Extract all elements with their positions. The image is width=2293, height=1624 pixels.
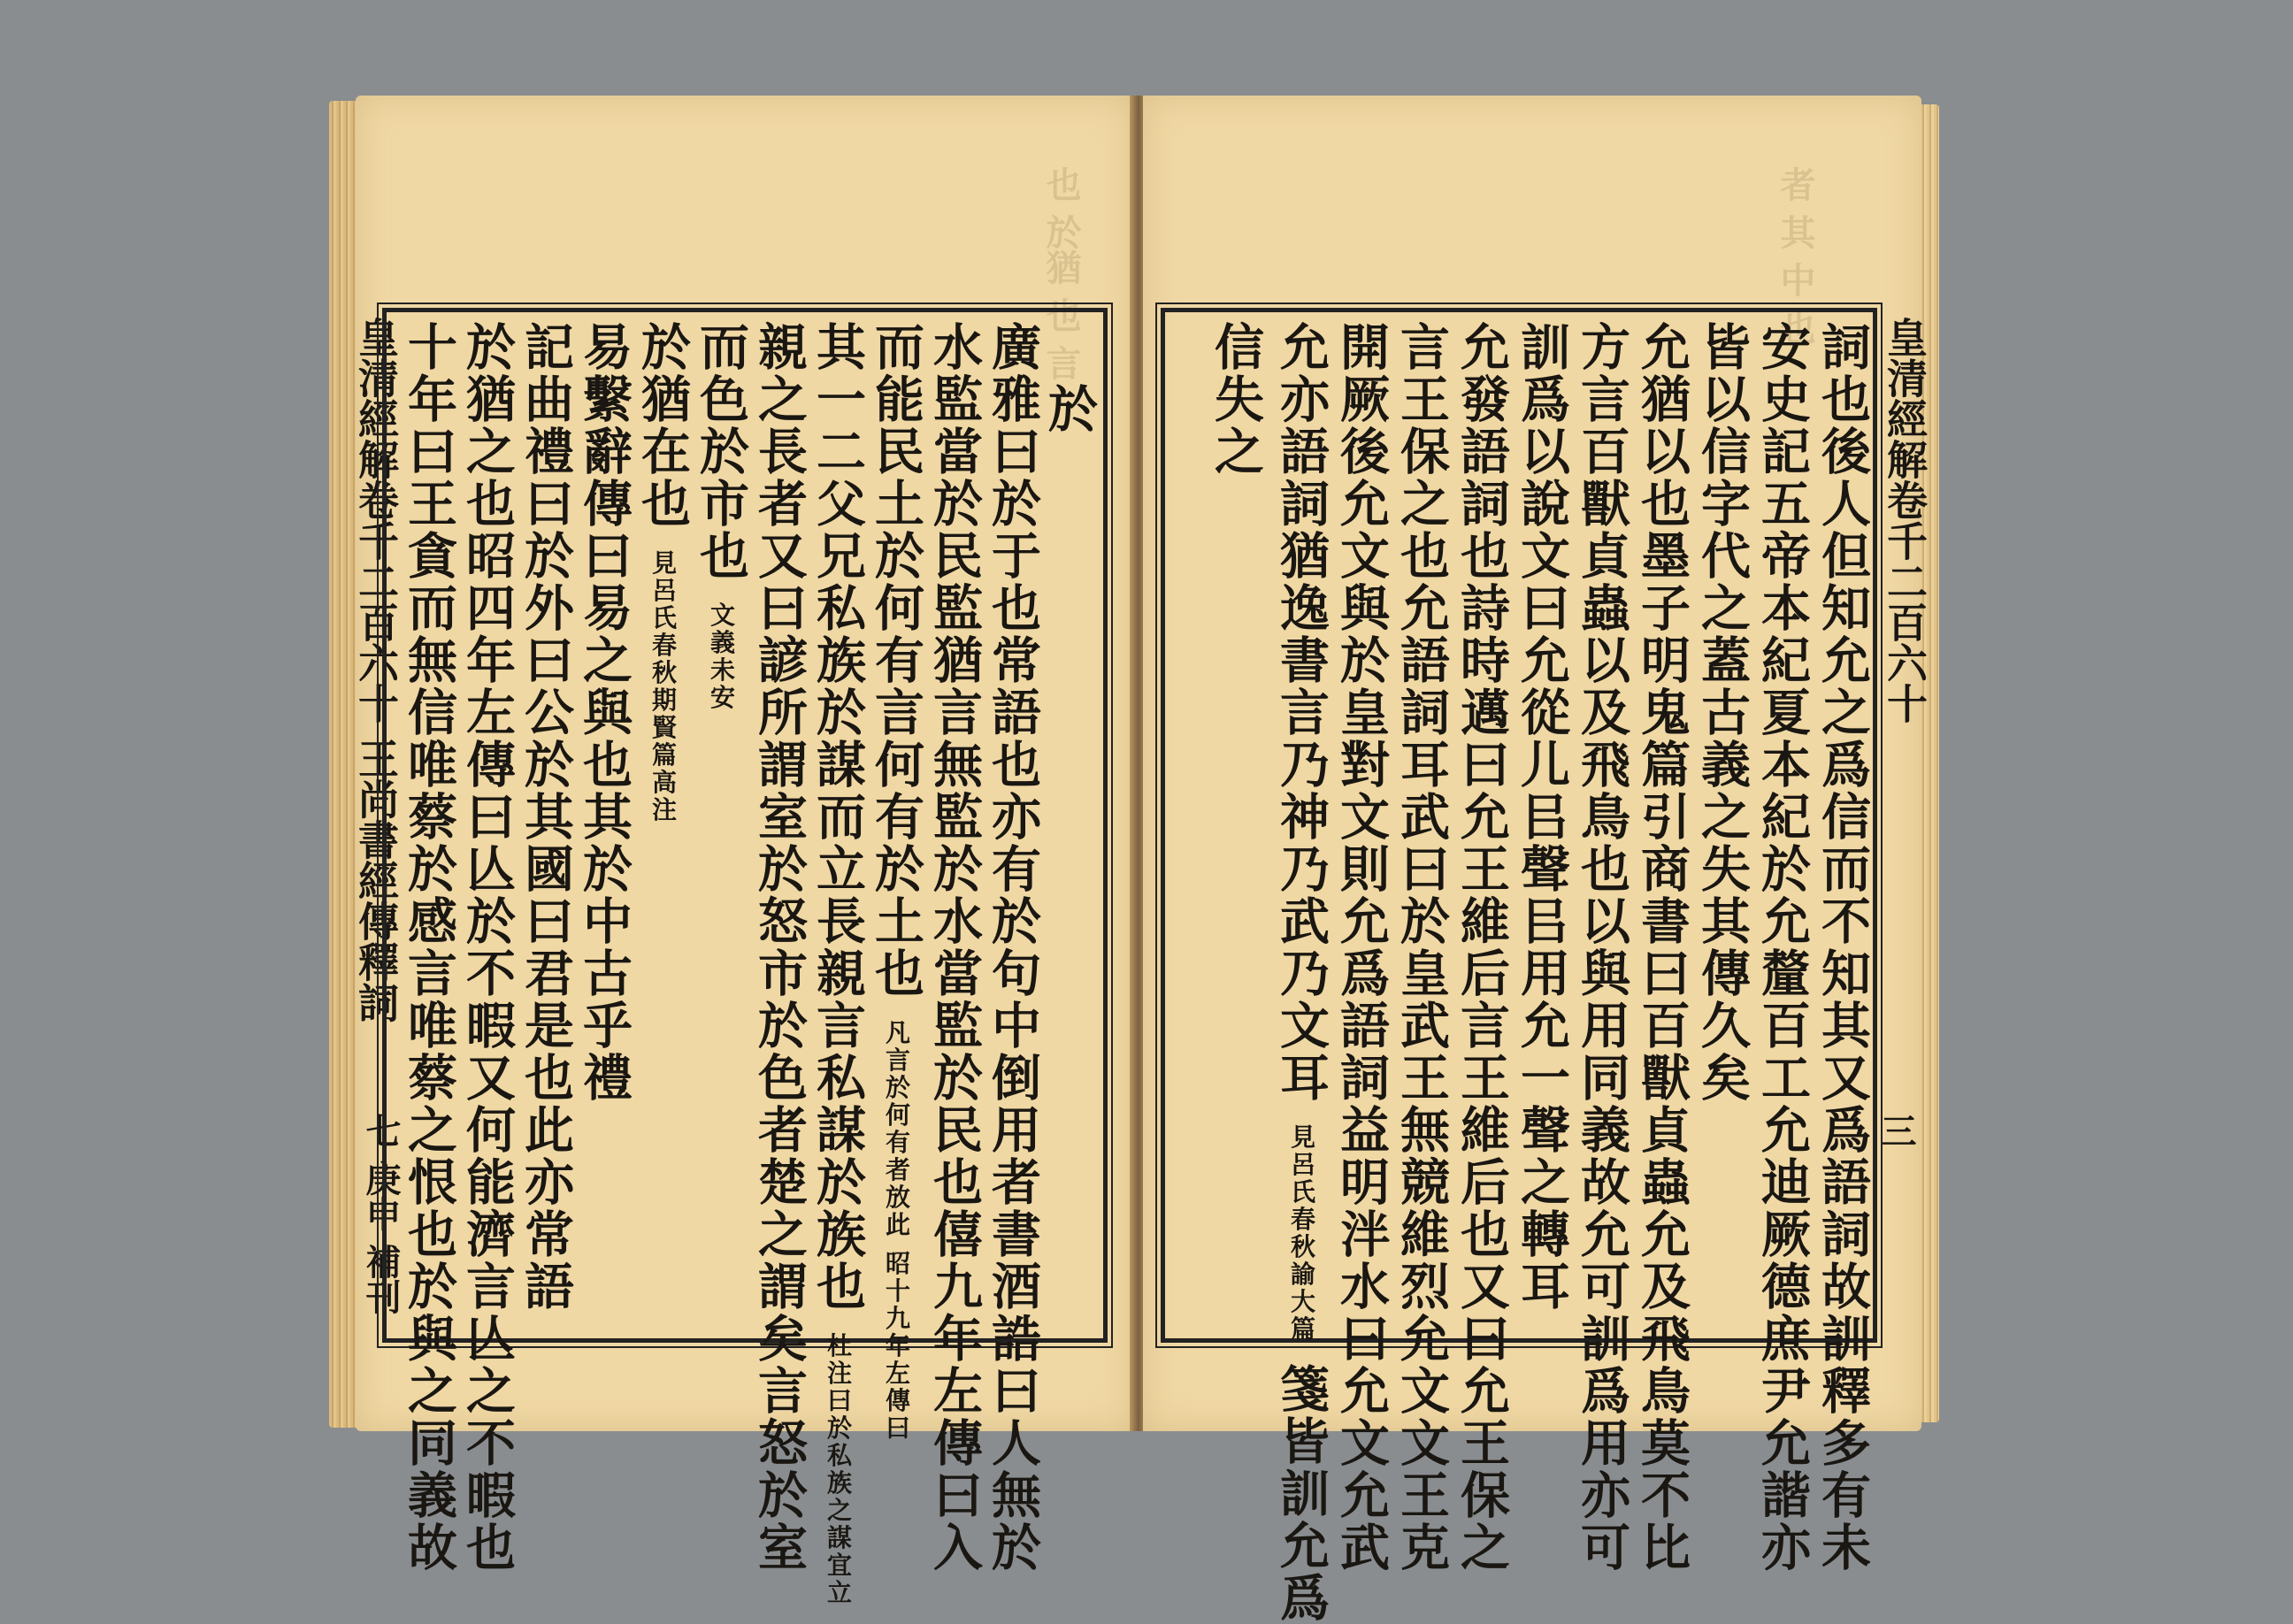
small-note: 見呂氏春秋期賢篇高注	[648, 549, 678, 824]
right-margin-title: 皇清經解卷千二百六十	[1881, 317, 1929, 724]
text-column: 記曲禮曰於外曰公於其國曰君是也此亦常語	[517, 321, 575, 1313]
right-text-frame	[1161, 308, 1877, 1624]
left-margin-title: 皇清經解卷千二百六十 王尚書經傳釋詞	[352, 317, 400, 1023]
text-column: 水監當於民監猶言無監於水當監於民也僖九年左傳曰入	[925, 321, 984, 1574]
text-column: 其一二父兄私族於謀而立長親言私謀於族也 杜注曰於私族之謀宜立	[809, 321, 867, 1607]
right-margin-footer: 三	[1875, 1113, 1917, 1148]
text-column: 十年曰王貪而無信唯蔡於感言唯蔡之恨也於與之同義故	[400, 321, 458, 1574]
left-page	[352, 96, 1134, 1607]
text-column: 詞也後人但知允之爲信而不知其又爲語詞故訓釋多有未	[1814, 321, 1872, 1574]
text-column: 而能民土於何有言何有於土也 凡言於何有者放此 昭十九年左傳曰	[867, 321, 925, 1443]
text-column: 訓爲以說文曰允從儿㠯聲㠯用允一聲之轉耳	[1513, 321, 1571, 1313]
text-column: 開厥後允文與於皇對文則允爲語詞益明泮水曰允文允武	[1332, 321, 1391, 1574]
text-column: 允猶以也墨子明鬼篇引商書曰百獸貞蟲允及飛鳥莫不比	[1633, 321, 1691, 1574]
small-note: 杜注曰於私族之謀宜立	[824, 1332, 853, 1607]
left-text-frame	[382, 308, 1108, 1607]
bleed-through-text: 也 於猶 也 言	[1040, 166, 1082, 380]
text-column: 信失之	[1207, 321, 1265, 478]
small-note: 文義未安	[707, 601, 736, 712]
right-page	[1143, 96, 1929, 1624]
text-column: 於猶在也 見呂氏春秋期賢篇高注	[633, 321, 692, 824]
text-column: 方言百獸貞蟲以及飛鳥也以與用同義故允可訓爲用亦可	[1573, 321, 1631, 1574]
text-column: 於猶之也昭四年左傳曰亾於不暇又何能濟言亾之不暇也	[458, 321, 517, 1574]
text-column: 而色於市也 文義未安	[692, 321, 750, 712]
text-column: 允亦語詞猶逸書言乃神乃武乃文耳 見呂氏春秋諭大篇 箋皆訓允爲	[1272, 321, 1331, 1624]
text-column: 親之長者又曰諺所謂室於怒市於色者楚之謂矣言怒於室	[750, 321, 809, 1574]
bleed-through-text: 者 其 中 也	[1775, 166, 1816, 345]
small-note: 凡言於何有者放此 昭十九年左傳曰	[882, 1019, 911, 1443]
left-margin-footer: 七 庚申 補刊	[360, 1113, 402, 1314]
small-note: 見呂氏春秋諭大篇	[1287, 1123, 1316, 1344]
text-column: 於	[1040, 383, 1099, 435]
text-column: 安史記五帝本紀夏本紀於允釐百工允迪厥德庶尹允諧亦	[1753, 321, 1812, 1574]
text-column: 易繫辭傳曰易之與也其於中古乎禮	[575, 321, 633, 1104]
text-column: 皆以信字代之蓋古義之失其傳久矣	[1693, 321, 1752, 1104]
text-column: 廣雅曰於于也常語也亦有於句中倒用者書酒誥曰人無於	[984, 321, 1042, 1574]
open-book	[329, 96, 1939, 1624]
text-column: 允發語詞也詩時邁曰允王維后言王維后也又曰允王保之	[1453, 321, 1511, 1574]
text-column: 言王保之也允語詞耳武曰於皇武王無競維烈允文文王克	[1392, 321, 1451, 1574]
